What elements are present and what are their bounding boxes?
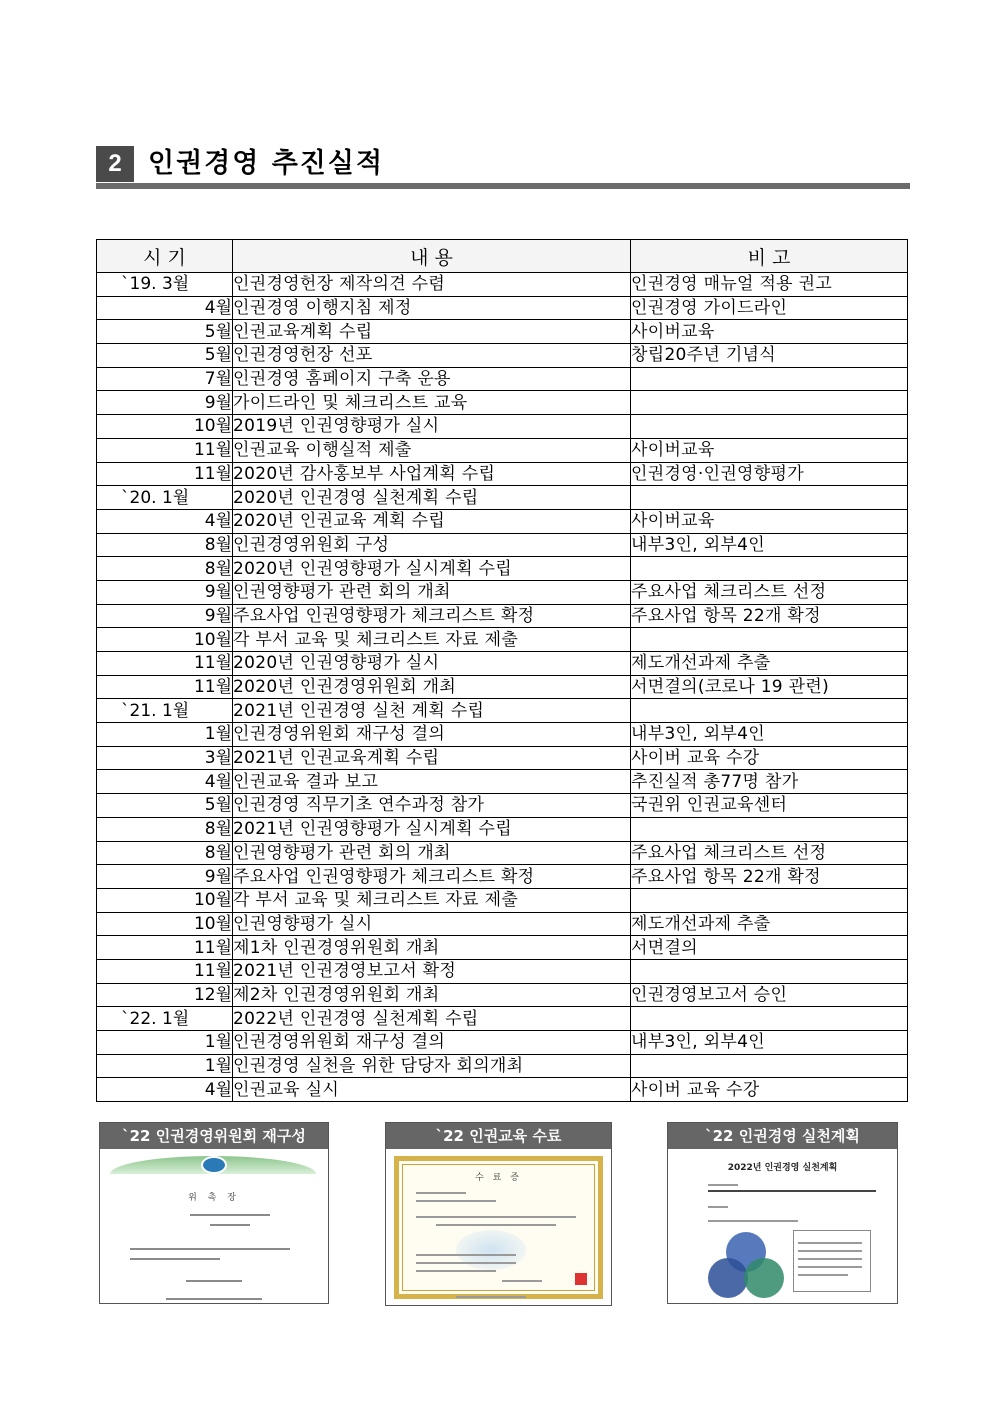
table-row — [97, 533, 908, 557]
cell-period: 4월 — [97, 1078, 233, 1102]
cell-remark: 서면결의 — [631, 936, 908, 960]
cell-remark — [631, 959, 908, 983]
cell-period: 3월 — [97, 746, 233, 770]
table-row — [97, 865, 908, 889]
photo-caption: `22 인권경영 실천계획 — [668, 1123, 897, 1149]
header-when: 시 기 — [97, 240, 233, 273]
table-row — [97, 367, 908, 391]
cell-remark: 주요사업 체크리스트 선정 — [631, 841, 908, 865]
cell-content: 인권경영헌장 선포 — [233, 344, 631, 368]
section-number: 2 — [96, 146, 134, 182]
cell-content: 각 부서 교육 및 체크리스트 자료 제출 — [233, 888, 631, 912]
cell-content: 2021년 인권영향평가 실시계획 수립 — [233, 817, 631, 841]
cell-content: 주요사업 인권영향평가 체크리스트 확정 — [233, 865, 631, 889]
cell-period: 1월 — [97, 1031, 233, 1055]
photo-caption: `22 인권경영위원회 재구성 — [100, 1123, 328, 1149]
section-title: 인권경영 추진실적 — [148, 148, 385, 179]
cell-remark: 주요사업 체크리스트 선정 — [631, 580, 908, 604]
cell-remark: 사이버교육 — [631, 438, 908, 462]
cell-content: 2020년 인권경영위원회 개최 — [233, 675, 631, 699]
table-row — [97, 1078, 908, 1102]
cell-content: 2021년 인권교육계획 수립 — [233, 746, 631, 770]
table-header-row — [97, 240, 908, 273]
certificate-title: 수 료 증 — [475, 1173, 522, 1183]
cell-remark — [631, 557, 908, 581]
table-row — [97, 344, 908, 368]
cell-period: 11월 — [97, 675, 233, 699]
cell-remark — [631, 628, 908, 652]
table-row — [97, 604, 908, 628]
cell-remark: 인권경영 매뉴얼 적용 권고 — [631, 273, 908, 297]
table-row — [97, 1054, 908, 1078]
cell-content: 가이드라인 및 체크리스트 교육 — [233, 391, 631, 415]
cell-remark: 창립20주년 기념식 — [631, 344, 908, 368]
cell-content: 인권경영 이행지침 제정 — [233, 296, 631, 320]
table-row — [97, 794, 908, 818]
cell-remark: 추진실적 총77명 참가 — [631, 770, 908, 794]
cell-period: 8월 — [97, 841, 233, 865]
cell-content: 2019년 인권영향평가 실시 — [233, 415, 631, 439]
cell-period: 10월 — [97, 415, 233, 439]
cell-period: 11월 — [97, 462, 233, 486]
cell-period: `19. 3월 — [97, 273, 233, 297]
table-row — [97, 273, 908, 297]
cell-remark — [631, 888, 908, 912]
cell-content: 2020년 감사홍보부 사업계획 수립 — [233, 462, 631, 486]
cell-content: 인권경영 홈페이지 구축 운용 — [233, 367, 631, 391]
cell-remark — [631, 1007, 908, 1031]
cell-content: 인권영향평가 관련 회의 개최 — [233, 580, 631, 604]
cell-period: 11월 — [97, 652, 233, 676]
table-row — [97, 320, 908, 344]
cell-remark: 내부3인, 외부4인 — [631, 1031, 908, 1055]
cell-content: 각 부서 교육 및 체크리스트 자료 제출 — [233, 628, 631, 652]
cell-period: 8월 — [97, 817, 233, 841]
cell-content: 인권경영위원회 재구성 결의 — [233, 723, 631, 747]
table-row — [97, 888, 908, 912]
cell-remark — [631, 391, 908, 415]
plan-title: 2022년 인권경영 실천계획 — [727, 1163, 838, 1173]
cell-period: 4월 — [97, 509, 233, 533]
cell-remark: 내부3인, 외부4인 — [631, 533, 908, 557]
table-row — [97, 936, 908, 960]
table-row — [97, 296, 908, 320]
practice-plan-image — [668, 1150, 897, 1303]
cell-period: 10월 — [97, 628, 233, 652]
table-row — [97, 699, 908, 723]
cell-period: `21. 1월 — [97, 699, 233, 723]
cell-period: 11월 — [97, 936, 233, 960]
photo-education-completion — [385, 1122, 612, 1306]
cell-remark: 제도개선과제 추출 — [631, 912, 908, 936]
cell-period: 12월 — [97, 983, 233, 1007]
cell-content: 2020년 인권교육 계획 수립 — [233, 509, 631, 533]
cell-period: 1월 — [97, 723, 233, 747]
cell-remark — [631, 415, 908, 439]
photo-caption: `22 인권교육 수료 — [386, 1123, 611, 1149]
cell-remark — [631, 1054, 908, 1078]
cell-period: 4월 — [97, 296, 233, 320]
cell-remark: 사이버교육 — [631, 509, 908, 533]
cell-content: 2020년 인권영향평가 실시계획 수립 — [233, 557, 631, 581]
cell-remark: 인권경영·인권영향평가 — [631, 462, 908, 486]
cell-remark: 인권경영 가이드라인 — [631, 296, 908, 320]
table-row — [97, 983, 908, 1007]
cell-content: 인권경영 직무기초 연수과정 참가 — [233, 794, 631, 818]
table-row — [97, 652, 908, 676]
cell-content: 주요사업 인권영향평가 체크리스트 확정 — [233, 604, 631, 628]
table-row — [97, 1031, 908, 1055]
table-row — [97, 746, 908, 770]
cell-period: 5월 — [97, 794, 233, 818]
table-row — [97, 628, 908, 652]
cell-remark — [631, 486, 908, 510]
cell-period: 9월 — [97, 391, 233, 415]
cell-content: 인권경영위원회 재구성 결의 — [233, 1031, 631, 1055]
cell-period: 5월 — [97, 320, 233, 344]
appointment-certificate-image — [100, 1150, 328, 1303]
cell-period: 7월 — [97, 367, 233, 391]
cell-remark: 주요사업 항목 22개 확정 — [631, 604, 908, 628]
cell-remark — [631, 367, 908, 391]
cell-period: 1월 — [97, 1054, 233, 1078]
table-row — [97, 841, 908, 865]
cell-period: 10월 — [97, 912, 233, 936]
cell-period: 8월 — [97, 557, 233, 581]
table-row — [97, 486, 908, 510]
header-note: 비 고 — [631, 240, 908, 273]
cell-content: 인권경영헌장 제작의견 수렴 — [233, 273, 631, 297]
table-row — [97, 675, 908, 699]
table-row — [97, 770, 908, 794]
table-row — [97, 580, 908, 604]
cell-content: 인권경영위원회 구성 — [233, 533, 631, 557]
cell-content: 인권교육 결과 보고 — [233, 770, 631, 794]
photo-committee-appointment — [99, 1122, 329, 1304]
cell-remark: 주요사업 항목 22개 확정 — [631, 865, 908, 889]
cell-content: 2021년 인권경영보고서 확정 — [233, 959, 631, 983]
table-row — [97, 438, 908, 462]
cell-content: 인권교육 이행실적 제출 — [233, 438, 631, 462]
cell-content: 2020년 인권영향평가 실시 — [233, 652, 631, 676]
table-row — [97, 1007, 908, 1031]
table-row — [97, 462, 908, 486]
certificate-title: 위 촉 장 — [188, 1193, 240, 1203]
cell-remark: 사이버교육 — [631, 320, 908, 344]
header-what: 내 용 — [233, 240, 631, 273]
cell-content: 인권경영 실천을 위한 담당자 회의개최 — [233, 1054, 631, 1078]
achievement-table — [96, 239, 908, 1102]
cell-remark: 제도개선과제 추출 — [631, 652, 908, 676]
cell-remark: 국권위 인권교육센터 — [631, 794, 908, 818]
cell-content: 인권영향평가 실시 — [233, 912, 631, 936]
cell-period: 9월 — [97, 865, 233, 889]
cell-remark — [631, 817, 908, 841]
cell-content: 제2차 인권경영위원회 개최 — [233, 983, 631, 1007]
cell-remark — [631, 699, 908, 723]
table-row — [97, 959, 908, 983]
completion-certificate-image — [386, 1150, 611, 1305]
photo-practice-plan — [667, 1122, 898, 1304]
emblem-icon — [201, 1156, 227, 1174]
cell-period: 4월 — [97, 770, 233, 794]
cell-remark: 서면결의(코로나 19 관련) — [631, 675, 908, 699]
cell-content: 제1차 인권경영위원회 개최 — [233, 936, 631, 960]
table-row — [97, 817, 908, 841]
table-row — [97, 509, 908, 533]
cell-remark: 사이버 교육 수강 — [631, 1078, 908, 1102]
cell-content: 인권영향평가 관련 회의 개최 — [233, 841, 631, 865]
cell-content: 2021년 인권경영 실천 계획 수립 — [233, 699, 631, 723]
cell-period: 5월 — [97, 344, 233, 368]
info-box — [793, 1230, 871, 1292]
table-row — [97, 415, 908, 439]
cell-period: 10월 — [97, 888, 233, 912]
cell-content: 2020년 인권경영 실천계획 수립 — [233, 486, 631, 510]
red-stamp-icon — [575, 1273, 587, 1285]
cell-remark: 사이버 교육 수강 — [631, 746, 908, 770]
section-divider — [96, 183, 910, 189]
section-header — [96, 142, 910, 188]
cell-period: 11월 — [97, 959, 233, 983]
cell-period: 8월 — [97, 533, 233, 557]
cell-content: 2022년 인권경영 실천계획 수립 — [233, 1007, 631, 1031]
cell-period: 9월 — [97, 580, 233, 604]
cell-period: `20. 1월 — [97, 486, 233, 510]
cell-remark: 내부3인, 외부4인 — [631, 723, 908, 747]
cell-period: 11월 — [97, 438, 233, 462]
cell-remark: 인권경영보고서 승인 — [631, 983, 908, 1007]
cell-content: 인권교육 실시 — [233, 1078, 631, 1102]
cell-content: 인권교육계획 수립 — [233, 320, 631, 344]
cell-period: 9월 — [97, 604, 233, 628]
cell-period: `22. 1월 — [97, 1007, 233, 1031]
table-row — [97, 723, 908, 747]
table-row — [97, 391, 908, 415]
table-row — [97, 912, 908, 936]
table-row — [97, 557, 908, 581]
